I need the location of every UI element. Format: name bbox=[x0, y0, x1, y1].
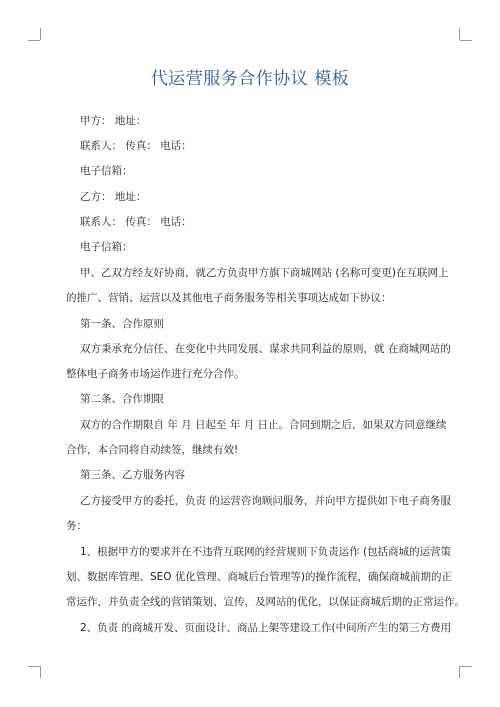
article-1-line-1: 双方秉承充分信任、在变化中共同发展、谋求共同利益的原则，就 在商城网站的 bbox=[80, 343, 451, 355]
party-b-email: 电子信箱： bbox=[80, 241, 133, 253]
article-3-line-2: 务： bbox=[66, 520, 87, 532]
article-1-heading: 第一条、合作原则 bbox=[80, 318, 164, 330]
party-a-contact: 联系人： 传真： 电话： bbox=[80, 140, 192, 152]
service-item-1-line-1: 1、根据甲方的要求并在不违背互联网的经营规则下负责运作 (包括商城的运营策 bbox=[80, 546, 452, 558]
service-item-1-line-3: 常运作，并负责全线的营销策划、宣传，及网站的优化，以保证商城后期的正常运作。 bbox=[66, 596, 465, 608]
crop-mark-top-right-v bbox=[459, 28, 460, 40]
article-2-heading: 第二条、合作期限 bbox=[80, 393, 164, 405]
service-item-2-line-1: 2、负责 的商城开发、页面设计、商品上架等建设工作(中间所产生的第三方费用 bbox=[80, 622, 452, 634]
service-item-1-line-2: 划、数据库管理、SEO 优化管理、商城后台管理等)的操作流程，确保商城前期的正 bbox=[66, 571, 452, 583]
crop-mark-bottom-right-v bbox=[459, 666, 460, 678]
article-3-line-1: 乙方接受甲方的委托，负责 的运营咨询顾问服务，并向甲方提供如下电子商务服 bbox=[80, 495, 451, 507]
article-3-heading: 第三条、乙方服务内容 bbox=[80, 469, 185, 481]
crop-mark-top-right-h bbox=[460, 40, 472, 41]
crop-mark-top-left-v bbox=[40, 28, 41, 40]
article-2-line-2: 合作，本合同将自动续签，继续有效! bbox=[66, 444, 239, 456]
intro-paragraph-line-2: 的推广、营销、运营以及其他电子商务服务等相关事项达成如下协议： bbox=[66, 292, 392, 304]
document-title: 代运营服务合作协议 模板 bbox=[150, 69, 350, 89]
article-1-line-2: 整体电子商务市场运作进行充分合作。 bbox=[66, 368, 245, 380]
article-2-line-1: 双方的合作期限自 年 月 日起至 年 月 日止。合同到期之后，如果双方同意继续 bbox=[80, 419, 447, 431]
intro-paragraph-line-1: 甲、乙双方经友好协商，就乙方负责甲方旗下商城网站 (名称可变更)在互联网上 bbox=[80, 267, 449, 279]
crop-mark-top-left-h bbox=[28, 40, 40, 41]
crop-mark-bottom-right-h bbox=[460, 666, 472, 667]
crop-mark-bottom-left-v bbox=[40, 666, 41, 678]
party-b-contact: 联系人： 传真： 电话： bbox=[80, 216, 192, 228]
crop-mark-bottom-left-h bbox=[28, 666, 40, 667]
party-a-email: 电子信箱： bbox=[80, 165, 133, 177]
party-a-address: 甲方： 地址： bbox=[80, 115, 147, 127]
party-b-address: 乙方： 地址： bbox=[80, 191, 147, 203]
